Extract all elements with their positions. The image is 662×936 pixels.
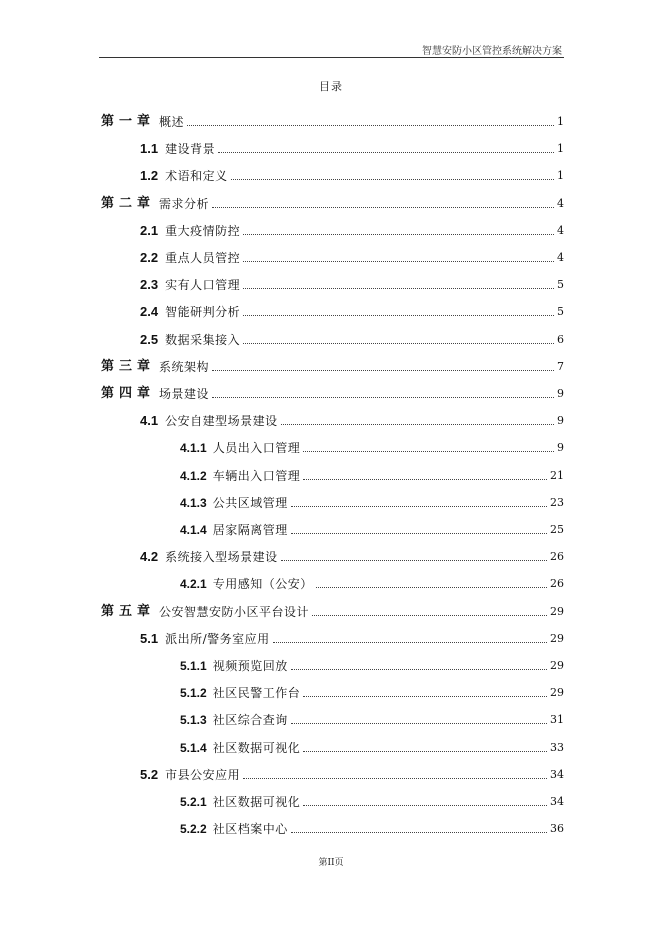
toc-entry-page: 1 — [557, 169, 564, 183]
toc-entry-number: 第一章 — [101, 114, 156, 129]
toc-entry-page: 4 — [557, 223, 564, 237]
toc-leader-dots — [303, 751, 547, 752]
toc-entry-number: 第四章 — [101, 386, 156, 401]
toc-entry[interactable] — [180, 791, 564, 809]
toc-entry-page: 36 — [550, 822, 564, 836]
toc-entry[interactable] — [140, 165, 564, 183]
toc-leader-dots — [291, 669, 547, 670]
toc-entry-label: 社区民警工作台 — [212, 686, 301, 701]
toc-entry-page: 26 — [550, 550, 564, 564]
toc-entry[interactable] — [140, 329, 564, 347]
toc-entry[interactable] — [180, 655, 564, 673]
toc-entry[interactable] — [180, 682, 564, 700]
toc-entry-number: 5.1.3 — [180, 713, 207, 728]
toc-leader-dots — [187, 125, 554, 126]
toc-leader-dots — [291, 506, 547, 507]
toc-entry[interactable] — [180, 737, 564, 755]
toc-entry-page: 9 — [557, 387, 564, 400]
toc-entry-label: 社区数据可视化 — [212, 795, 301, 809]
toc-entry[interactable] — [140, 220, 564, 238]
toc-entry-number: 2.3 — [140, 277, 159, 293]
toc-entry[interactable] — [140, 274, 564, 292]
toc-entry-label: 视频预览回放 — [212, 659, 288, 673]
toc-entry[interactable] — [140, 546, 564, 564]
toc-entry[interactable] — [101, 601, 564, 619]
toc-entry-label: 社区数据可视化 — [212, 740, 301, 755]
toc-entry-number: 4.1.4 — [180, 523, 207, 537]
toc-entry-page: 29 — [550, 686, 564, 700]
toc-entry-page: 5 — [557, 278, 564, 292]
header-title: 智慧安防小区管控系统解决方案 — [422, 46, 562, 57]
toc-leader-dots — [212, 397, 554, 398]
toc-entry-page: 9 — [557, 441, 564, 455]
toc-leader-dots — [218, 152, 554, 153]
toc-entry-number: 5.2 — [140, 766, 159, 782]
toc-leader-dots — [243, 288, 554, 289]
toc-entry[interactable] — [101, 383, 564, 401]
toc-entry-number: 4.1.3 — [180, 495, 207, 510]
toc-entry-number: 4.1.1 — [180, 441, 207, 456]
toc-entry[interactable] — [101, 111, 564, 129]
toc-entry-page: 33 — [550, 740, 564, 754]
toc-leader-dots — [231, 179, 554, 180]
toc-entry[interactable] — [140, 764, 564, 782]
toc-leader-dots — [243, 315, 554, 316]
toc-entry-page: 21 — [550, 468, 564, 482]
toc-title: 目录 — [319, 80, 343, 93]
toc-entry-number: 4.2 — [140, 549, 159, 565]
toc-entry-number: 4.2.1 — [180, 577, 207, 592]
toc-entry-label: 公共区域管理 — [212, 495, 288, 510]
toc-entry-number: 第五章 — [101, 603, 156, 619]
toc-entry[interactable] — [140, 410, 564, 428]
toc-leader-dots — [316, 587, 547, 588]
toc-entry[interactable] — [180, 519, 564, 537]
toc-entry-number: 2.4 — [140, 304, 159, 320]
toc-entry-label: 社区综合查询 — [212, 713, 288, 728]
toc-entry-page: 4 — [557, 196, 564, 210]
toc-entry-page: 4 — [557, 251, 564, 264]
toc-entry-label: 居家隔离管理 — [212, 523, 288, 537]
toc-entry-page: 1 — [557, 142, 564, 156]
toc-entry-label: 重点人员管控 — [165, 251, 241, 265]
toc-entry-page: 6 — [557, 332, 564, 346]
toc-leader-dots — [243, 343, 554, 344]
toc-entry-label: 社区档案中心 — [212, 822, 288, 837]
toc-entry-number: 5.2.1 — [180, 795, 207, 809]
toc-entry[interactable] — [140, 301, 564, 319]
toc-entry-page: 26 — [550, 577, 564, 591]
toc-leader-dots — [303, 805, 547, 806]
toc-entry-page: 34 — [550, 795, 564, 808]
toc-leader-dots — [243, 778, 547, 779]
toc-entry-number: 4.1 — [140, 413, 159, 429]
toc-leader-dots — [312, 615, 547, 616]
toc-leader-dots — [281, 560, 547, 561]
toc-entry-label: 公安智慧安防小区平台设计 — [159, 604, 310, 619]
toc-entry-page: 25 — [550, 523, 564, 536]
toc-entry-page: 29 — [550, 631, 564, 645]
toc-leader-dots — [212, 207, 554, 208]
toc-entry-label: 建设背景 — [165, 142, 216, 157]
toc-entry-page: 29 — [550, 659, 564, 672]
toc-entry-number: 2.1 — [140, 222, 159, 238]
toc-entry[interactable] — [101, 193, 564, 211]
toc-entry-number: 1.2 — [140, 168, 159, 184]
toc-leader-dots — [281, 424, 554, 425]
toc-entry-page: 23 — [550, 495, 564, 509]
toc-entry[interactable] — [140, 138, 564, 156]
toc-leader-dots — [291, 533, 547, 534]
toc-entry-label: 人员出入口管理 — [212, 441, 301, 456]
toc-entry-page: 5 — [557, 305, 564, 319]
toc-entry-label: 实有人口管理 — [165, 278, 241, 293]
toc-entry-number: 5.2.2 — [180, 822, 207, 837]
toc-leader-dots — [303, 479, 547, 480]
toc-entry-label: 术语和定义 — [165, 169, 228, 184]
toc-entry-label: 需求分析 — [159, 196, 210, 211]
toc-entry-label: 概述 — [159, 115, 185, 129]
toc-entry-label: 派出所/警务室应用 — [165, 631, 270, 646]
toc-entry-label: 系统接入型场景建设 — [165, 550, 278, 565]
toc-leader-dots — [243, 261, 554, 262]
toc-entry-label: 场景建设 — [159, 387, 210, 401]
toc-leader-dots — [303, 451, 554, 452]
toc-entry-number: 2.5 — [140, 331, 159, 347]
toc-entry[interactable] — [180, 465, 564, 483]
toc-leader-dots — [291, 832, 547, 833]
toc-entry-label: 公安自建型场景建设 — [165, 414, 278, 429]
toc-entry-number: 5.1 — [140, 630, 159, 646]
toc-entry-page: 34 — [550, 767, 564, 781]
toc-entry-label: 专用感知（公安） — [212, 577, 313, 592]
toc-entry-number: 5.1.2 — [180, 686, 207, 701]
toc-entry-label: 车辆出入口管理 — [212, 468, 301, 483]
toc-entry-label: 数据采集接入 — [165, 332, 241, 347]
toc-leader-dots — [291, 723, 547, 724]
toc-entry[interactable] — [140, 247, 564, 265]
toc-entry[interactable] — [180, 818, 564, 836]
toc-leader-dots — [243, 234, 554, 235]
toc-entry-number: 第二章 — [101, 195, 156, 211]
toc-entry[interactable] — [101, 356, 564, 374]
toc-entry-page: 7 — [557, 359, 564, 373]
toc-entry-number: 5.1.1 — [180, 659, 207, 673]
toc-entry[interactable] — [180, 709, 564, 727]
toc-entry-page: 31 — [550, 713, 564, 727]
toc-entry-number: 1.1 — [140, 141, 159, 157]
toc-leader-dots — [212, 370, 554, 371]
toc-entry-number: 第三章 — [101, 358, 156, 374]
toc-entry-label: 系统架构 — [159, 359, 210, 374]
toc-entry-label: 重大疫情防控 — [165, 223, 241, 238]
toc-entry-label: 智能研判分析 — [165, 305, 241, 320]
toc-entry[interactable] — [180, 573, 564, 591]
toc-entry-number: 4.1.2 — [180, 468, 207, 483]
toc-leader-dots — [273, 642, 547, 643]
toc-entry-number: 2.2 — [140, 250, 159, 265]
toc-entry-page: 29 — [550, 604, 564, 618]
toc-entry-number: 5.1.4 — [180, 740, 207, 755]
toc-entry[interactable] — [180, 437, 564, 455]
page-number: 第II页 — [318, 858, 344, 868]
toc-leader-dots — [303, 696, 547, 697]
toc-entry[interactable] — [140, 628, 564, 646]
toc-entry-label: 市县公安应用 — [165, 767, 241, 782]
toc-entry[interactable] — [180, 492, 564, 510]
toc-entry-page: 1 — [557, 115, 564, 128]
toc-entry-page: 9 — [557, 414, 564, 428]
